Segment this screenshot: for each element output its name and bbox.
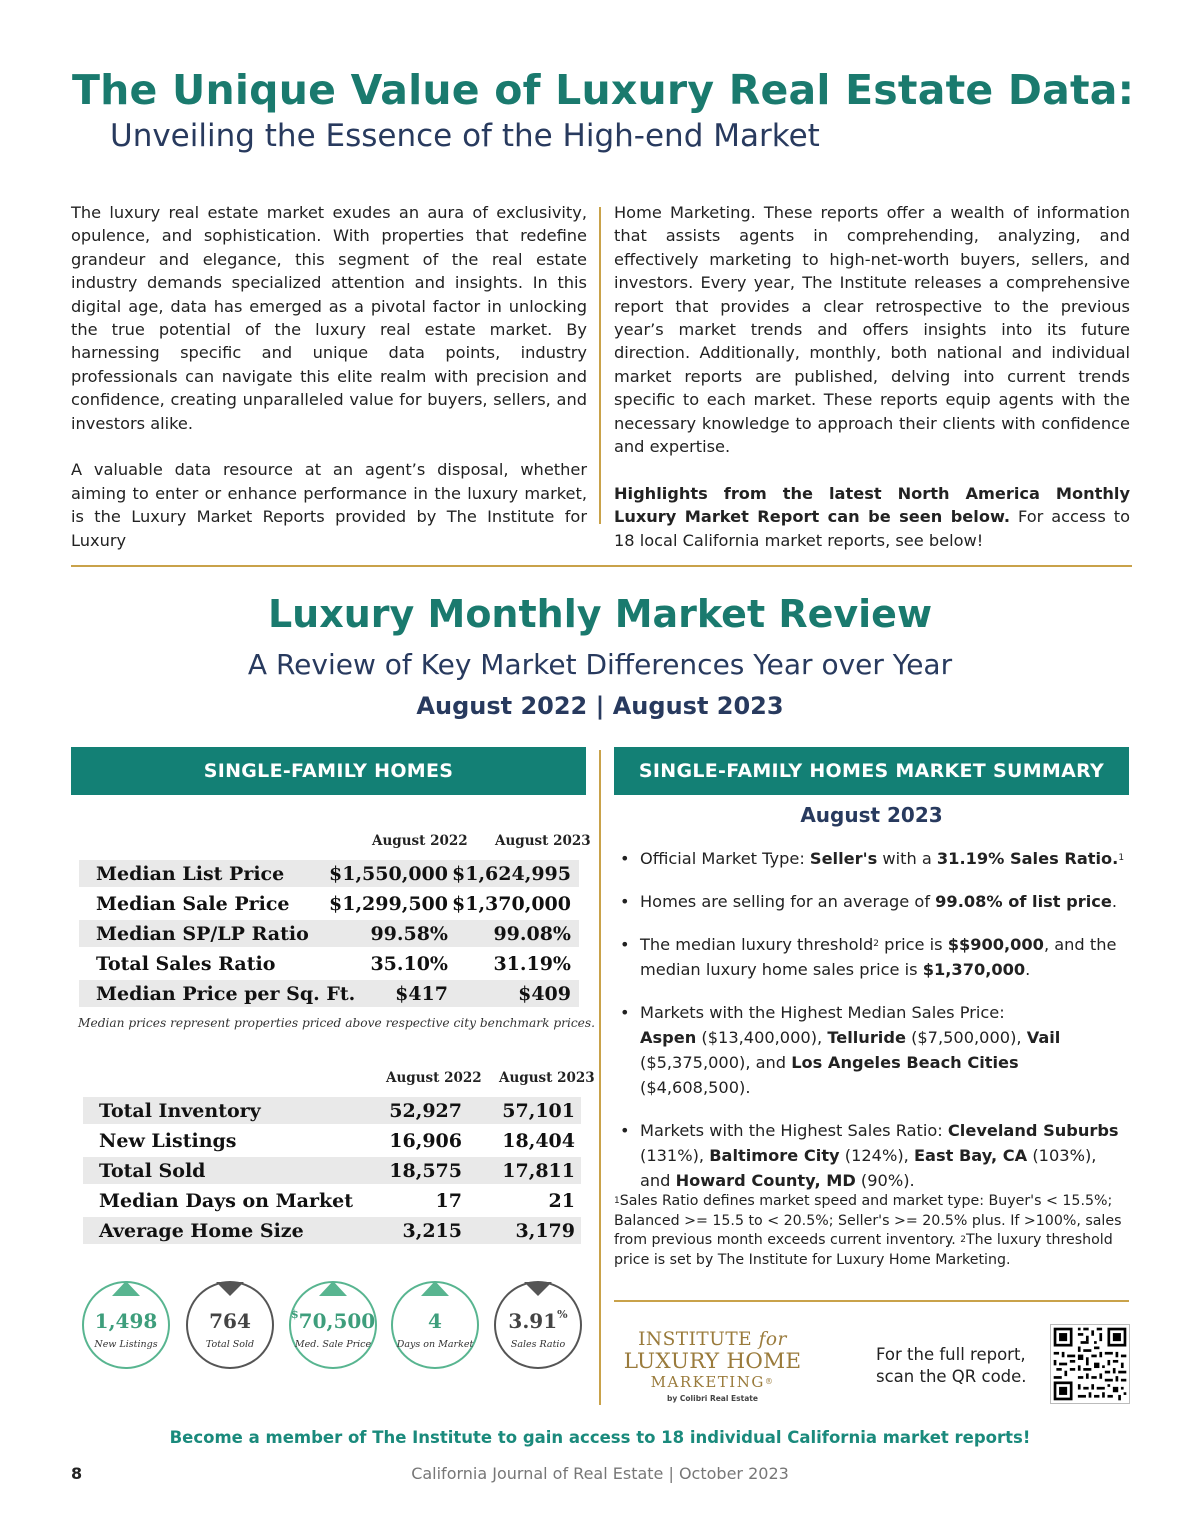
arrow-down-icon — [216, 1282, 244, 1296]
review-title: Luxury Monthly Market Review — [267, 592, 933, 636]
footnote: $^1$Sales Ratio defines market speed and market type: Buyer's < 15.5%; Balanced >= 15.5 to < 20.5%; Seller's >= 20.5% plus. If >100%, sales from previous month exceeds current inventory. $^2$The luxury threshold price is set by The Institute for Luxury Home Marketing. — [614, 1193, 1122, 1268]
table-row: Total Sold 18,575 17,811 — [83, 1157, 581, 1184]
panel-divider — [599, 750, 601, 1405]
page-subtitle: Unveiling the Essence of the High-end Market — [110, 118, 820, 154]
arrow-up-icon — [319, 1281, 347, 1296]
table-row: Median List Price $1,550,000 $1,624,995 — [79, 860, 579, 887]
column-header: August 2022 — [372, 833, 468, 849]
table-row: New Listings 16,906 18,404 — [99, 1129, 575, 1152]
review-dates: August 2022 | August 2023 — [416, 692, 784, 720]
new-listings-change-badge: 1,498 New Listings — [82, 1281, 170, 1369]
arrow-up-icon — [421, 1281, 449, 1296]
page-title: The Unique Value of Luxury Real Estate Data: — [72, 66, 1135, 114]
column-header: August 2023 — [495, 833, 591, 849]
intro-paragraph: Highlights from the latest North America Monthly Luxury Market Report can be seen below. For access to 18 local California market reports, see below! — [614, 483, 1130, 550]
section-divider — [71, 565, 1132, 567]
arrow-up-icon — [112, 1281, 140, 1296]
list-item: • Official Market Type: Seller's with a 31.19% Sales Ratio.$^1$ — [620, 846, 1125, 871]
total-sold-change-badge: 764 Total Sold — [186, 1281, 274, 1369]
sales-ratio-change-badge: 3.91% Sales Ratio — [494, 1281, 582, 1369]
table-row: Total Sales Ratio 35.10% 31.19% — [96, 952, 571, 975]
table-row: Average Home Size 3,215 3,179 — [83, 1217, 581, 1244]
journal-footer: California Journal of Real Estate | October 2023 — [411, 1464, 789, 1483]
market-summary-banner: SINGLE-FAMILY HOMES MARKET SUMMARY — [614, 747, 1129, 795]
intro-right-column — [614, 201, 1130, 552]
column-header: August 2023 — [499, 1070, 595, 1086]
membership-callout: Become a member of The Institute to gain access to 18 individual California market reports! — [169, 1428, 1031, 1447]
highlights-text: Highlights from the latest North America Monthly Luxury Market Report can be seen below. — [614, 483, 1130, 527]
qr-code[interactable] — [1050, 1324, 1130, 1404]
institute-logo: INSTITUTE for LUXURY HOME MARKETING® by Colibri Real Estate — [623, 1329, 802, 1403]
sale-price-change-badge: $70,500 Med. Sale Price — [289, 1281, 377, 1369]
intro-paragraph: A valuable data resource at an agent’s disposal, whether aiming to enter or enhance performance in the luxury market, is the Luxury Market Reports provided by The Institute for Luxury — [71, 460, 587, 550]
days-on-market-change-badge: 4 Days on Market — [391, 1281, 479, 1369]
review-subtitle: A Review of Key Market Differences Year over Year — [247, 648, 953, 681]
intro-left-column — [71, 201, 587, 552]
list-item: • Markets with the Highest Median Sales Price: Aspen ($13,400,000), Telluride ($7,500,000), Vail ($5,375,000), and Los Angeles Beach Cities ($4,608,500). — [620, 1000, 1125, 1100]
column-header: August 2022 — [386, 1070, 482, 1086]
table-row: Total Inventory 52,927 57,101 — [83, 1097, 581, 1124]
list-item: • Homes are selling for an average of 99.08% of list price. — [620, 889, 1125, 914]
summary-bullets — [620, 846, 1125, 1211]
column-divider — [599, 207, 601, 524]
arrow-down-icon — [524, 1282, 552, 1296]
qr-instructions: For the full report, scan the QR code. — [876, 1345, 1027, 1386]
page-number: 8 — [71, 1464, 83, 1483]
list-item: • The median luxury threshold$^2$ price is $$900,000, and the median luxury home sales price is $1,370,000. — [620, 932, 1125, 982]
table-note: Median prices represent properties priced above respective city benchmark prices. — [78, 1016, 596, 1030]
table-row: Median Days on Market 17 21 — [99, 1189, 575, 1212]
intro-paragraph: Home Marketing. These reports offer a wealth of information that assists agents in comprehending, analyzing, and effectively marketing to high-net-worth buyers, sellers, and investors. Every year, The Institute releases a comprehensive report that provides a clear retrospective to the previous year’s market trends and offers insights into its future direction. Additionally, monthly, both national and individual market reports are published, delving into current trends specific to each market. These reports equip agents with the necessary knowledge to approach their clients with confidence and expertise. — [614, 203, 1130, 457]
single-family-banner: SINGLE-FAMILY HOMES — [71, 747, 586, 795]
list-item: • Markets with the Highest Sales Ratio: Cleveland Suburbs (131%), Baltimore City (124%), East Bay, CA (103%), and Howard County, MD (90%). — [620, 1118, 1125, 1193]
intro-paragraph: The luxury real estate market exudes an aura of exclusivity, opulence, and sophistication. With properties that redefine grandeur and elegance, this segment of the real estate industry demands specialized attention and insights. In this digital age, data has emerged as a pivotal factor in unlocking the true potential of the luxury real estate market. By harnessing specific and unique data points, industry professionals can navigate this elite realm with precision and confidence, creating unparalleled value for buyers, sellers, and investors alike. — [71, 203, 587, 433]
summary-date: August 2023 — [800, 803, 943, 827]
summary-divider — [614, 1300, 1129, 1302]
table-row: Median SP/LP Ratio 99.58% 99.08% — [79, 920, 579, 947]
table-row: Median Sale Price $1,299,500 $1,370,000 — [96, 892, 571, 915]
table-row: Median Price per Sq. Ft. $417 $409 — [79, 980, 579, 1007]
